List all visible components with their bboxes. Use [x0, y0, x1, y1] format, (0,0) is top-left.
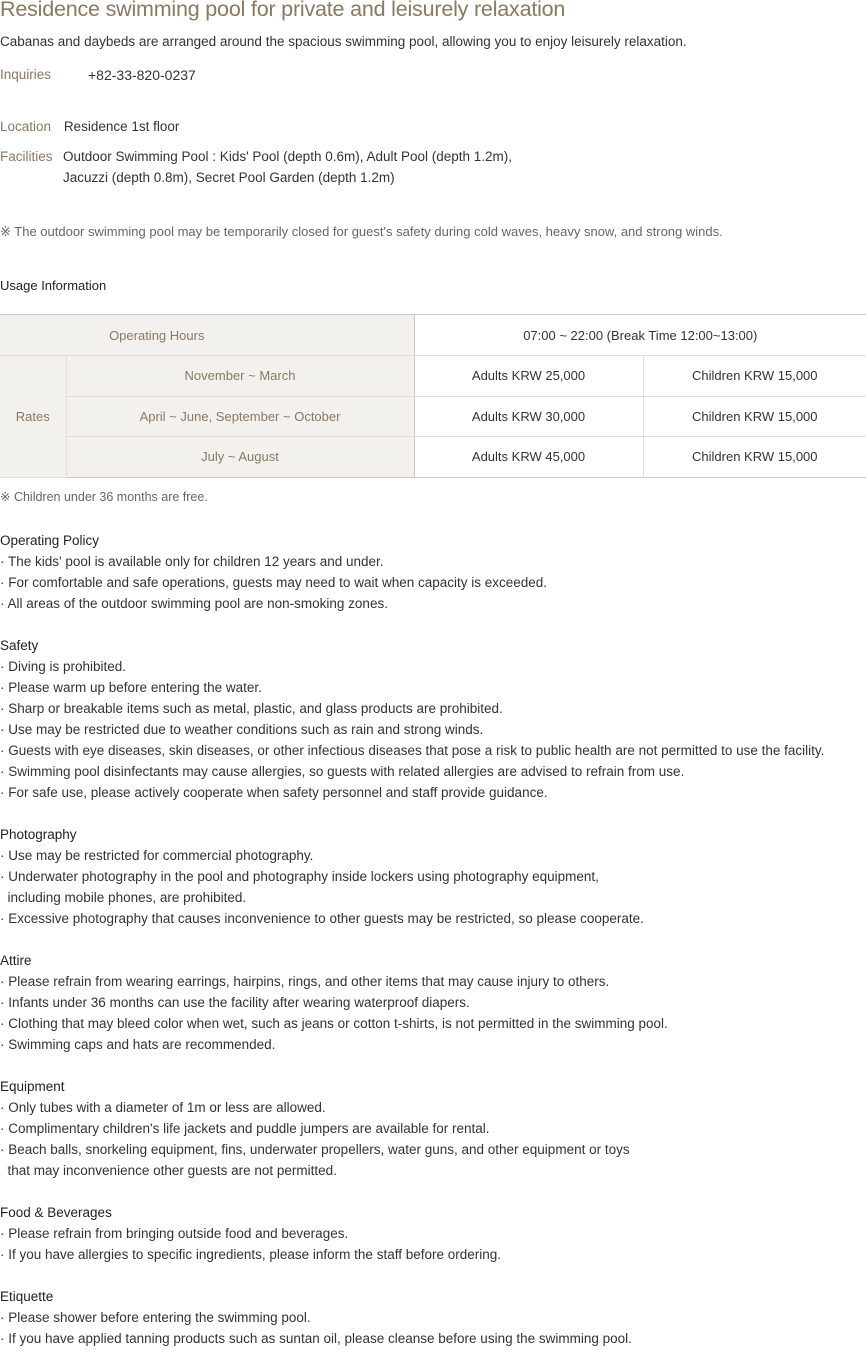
section-title: Safety	[0, 638, 39, 653]
rates-row	[0, 356, 866, 397]
rate-adults: Adults KRW 25,000	[414, 356, 643, 397]
usage-information-title: Usage Information	[0, 278, 107, 293]
section-title: Attire	[0, 953, 32, 968]
section-line: · Please shower before entering the swimming pool.	[0, 1310, 311, 1325]
rates-row	[0, 437, 866, 478]
operating-hours-label: Operating Hours	[0, 315, 414, 356]
location-value: Residence 1st floor	[63, 119, 180, 134]
section-title: Food & Beverages	[0, 1205, 112, 1220]
operating-hours-value: 07:00 ~ 22:00 (Break Time 12:00~13:00)	[414, 315, 866, 356]
section-line: · Use may be restricted due to weather conditions such as rain and strong winds.	[0, 722, 484, 737]
section-line: · Guests with eye diseases, skin diseases, or other infectious diseases that pose a risk to public health are not permitted to use the facility.	[0, 743, 825, 758]
section-line: · Please warm up before entering the water.	[0, 680, 262, 695]
rate-children: Children KRW 15,000	[643, 437, 866, 478]
section-line: that may inconvenience other guests are not permitted.	[0, 1163, 337, 1178]
page-subtitle: Cabanas and daybeds are arranged around the spacious swimming pool, allowing you to enjoy leisurely relaxation.	[0, 34, 687, 49]
section-title: Operating Policy	[0, 533, 100, 548]
rates-label: Rates	[0, 356, 66, 478]
closure-notice: ※ The outdoor swimming pool may be temporarily closed for guest's safety during cold waves, heavy snow, and strong winds.	[0, 224, 723, 239]
facilities-line-2: Jacuzzi (depth 0.8m), Secret Pool Garden (depth 1.2m)	[63, 170, 395, 185]
rate-children: Children KRW 15,000	[643, 396, 866, 437]
facilities-label-row	[0, 149, 53, 164]
section-line: · If you have applied tanning products such as suntan oil, please cleanse before using the swimming pool.	[0, 1331, 632, 1346]
location-row	[0, 119, 179, 134]
page-title: Residence swimming pool for private and leisurely relaxation	[0, 0, 566, 21]
policy-sections	[0, 530, 866, 1370]
children-free-note: ※ Children under 36 months are free.	[0, 490, 208, 504]
section-line: · All areas of the outdoor swimming pool are non-smoking zones.	[0, 596, 388, 611]
section-line: · Beach balls, snorkeling equipment, fins, underwater propellers, water guns, and other equipment or toys	[0, 1142, 630, 1157]
section-attire	[0, 950, 866, 1055]
section-line: · Use may be restricted for commercial photography.	[0, 848, 314, 863]
section-line: including mobile phones, are prohibited.	[0, 890, 247, 905]
section-title: Photography	[0, 827, 77, 842]
section-line: · Swimming pool disinfectants may cause allergies, so guests with related allergies are advised to refrain from use.	[0, 764, 685, 779]
section-line: · Sharp or breakable items such as metal, plastic, and glass products are prohibited.	[0, 701, 503, 716]
section-line: · Underwater photography in the pool and photography inside lockers using photography equipment,	[0, 869, 599, 884]
rate-adults: Adults KRW 30,000	[414, 396, 643, 437]
section-line: · If you have allergies to specific ingredients, please inform the staff before ordering.	[0, 1247, 502, 1262]
section-line: · Swimming caps and hats are recommended.	[0, 1037, 276, 1052]
section-operating-policy	[0, 530, 866, 614]
section-line: · Excessive photography that causes inconvenience to other guests may be restricted, so please cooperate.	[0, 911, 644, 926]
section-line: · Only tubes with a diameter of 1m or less are allowed.	[0, 1100, 326, 1115]
section-line: · Diving is prohibited.	[0, 659, 127, 674]
rates-row	[0, 396, 866, 437]
section-title: Etiquette	[0, 1289, 54, 1304]
section-line: · Please refrain from wearing earrings, hairpins, rings, and other items that may cause injury to others.	[0, 974, 610, 989]
section-line: · Infants under 36 months can use the facility after wearing waterproof diapers.	[0, 995, 470, 1010]
operating-hours-row	[0, 315, 866, 356]
location-label: Location	[0, 119, 52, 134]
inquiries-phone-link[interactable]: +82-33-820-0237	[88, 67, 196, 83]
usage-table	[0, 314, 866, 478]
section-line: · Clothing that may bleed color when wet, such as jeans or cotton t-shirts, is not permitted in the swimming pool.	[0, 1016, 668, 1031]
facilities-line-1: Outdoor Swimming Pool : Kids' Pool (depth 0.6m), Adult Pool (depth 1.2m),	[63, 149, 513, 164]
section-line: · For comfortable and safe operations, guests may need to wait when capacity is exceeded.	[0, 575, 548, 590]
section-line: · The kids' pool is available only for children 12 years and under.	[0, 554, 384, 569]
rate-season: November ~ March	[66, 356, 414, 397]
rate-adults: Adults KRW 45,000	[414, 437, 643, 478]
section-food-beverages	[0, 1202, 866, 1265]
rate-season: July ~ August	[66, 437, 414, 478]
section-safety	[0, 635, 866, 803]
inquiries-label: Inquiries	[0, 67, 52, 82]
section-etiquette	[0, 1286, 866, 1349]
section-line: · Please refrain from bringing outside food and beverages.	[0, 1226, 349, 1241]
section-equipment	[0, 1076, 866, 1181]
rate-children: Children KRW 15,000	[643, 356, 866, 397]
section-photography	[0, 824, 866, 929]
section-line: · Complimentary children's life jackets and puddle jumpers are available for rental.	[0, 1121, 490, 1136]
facilities-label: Facilities	[0, 149, 53, 164]
rate-season: April ~ June, September ~ October	[66, 396, 414, 437]
section-title: Equipment	[0, 1079, 65, 1094]
section-line: · For safe use, please actively cooperate when safety personnel and staff provide guidance.	[0, 785, 548, 800]
inquiries-row	[0, 67, 51, 82]
